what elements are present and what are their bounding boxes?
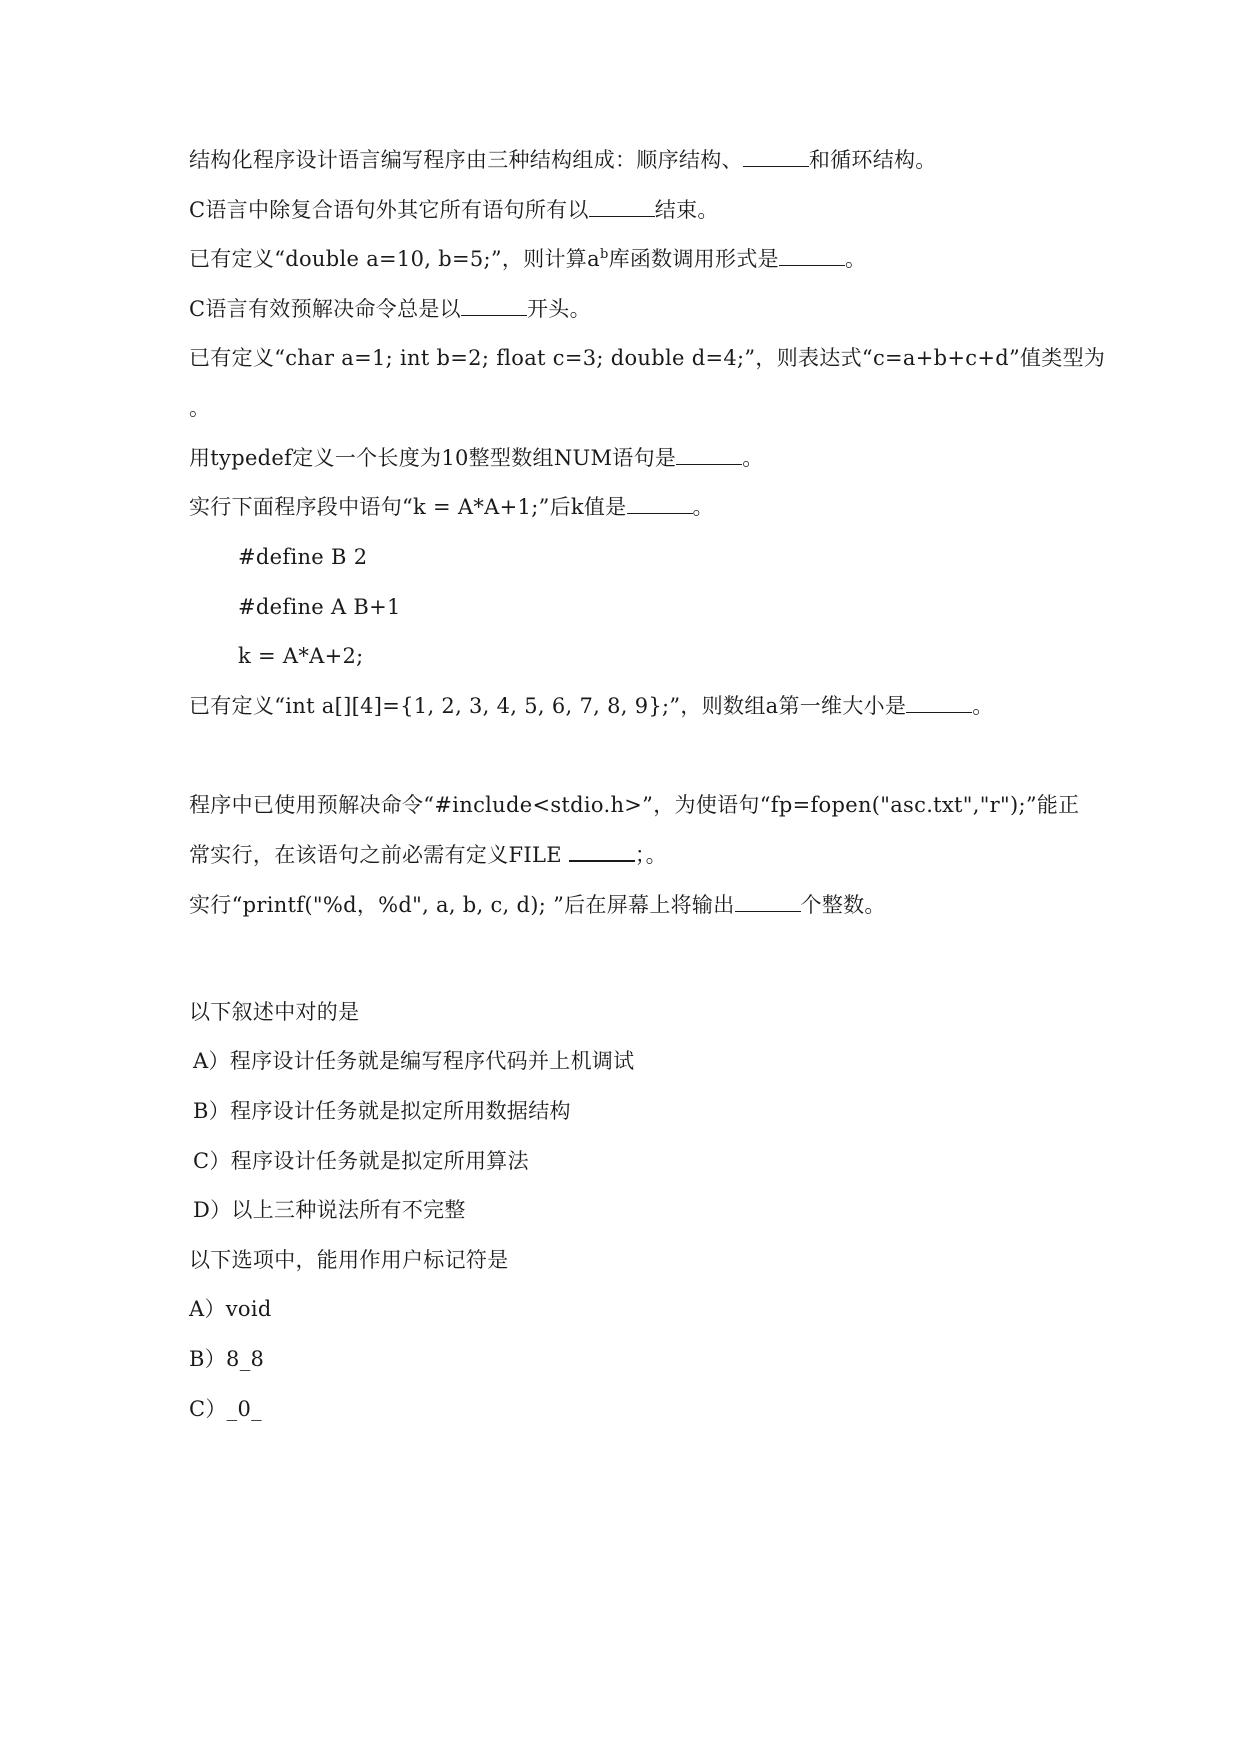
question-8: 已有定义“int a[][4]={1, 2, 3, 4, 5, 6, 7, 8, 9};”，则数组a第一维大小是 。 — [189, 694, 994, 718]
answer-blank — [589, 198, 655, 217]
question-5-line1: 已有定义“char a=1; int b=2; float c=3; double d=4;”，则表达式“c=a+b+c+d”值类型为 — [189, 346, 1106, 370]
question-7: 实行下面程序段中语句“k = A*A+1;”后k值是 。 — [189, 495, 714, 519]
mc1-stem: 以下叙述中对的是 — [189, 1000, 360, 1024]
question-9-line2: 常实行，在该语句之前必需有定义FILE ；。 — [189, 843, 667, 867]
answer-blank — [676, 446, 742, 465]
question-3: 已有定义“double a=10, b=5;”，则计算$a^b$库函数调用形式是 。 — [189, 247, 867, 271]
answer-blank — [779, 247, 845, 266]
mc1-option-a: A）程序设计任务就是编写程序代码并上机调试 — [193, 1049, 635, 1073]
question-10: 实行“printf("%d，%d", a, b, c, d); ”后在屏幕上将输出 个整数。 — [189, 893, 886, 917]
answer-blank — [735, 893, 801, 912]
question-5-line2: 。 — [189, 396, 211, 420]
answer-blank — [569, 842, 635, 862]
code-line-3: k = A*A+2; — [238, 644, 364, 668]
mc2-option-c: C）_0_ — [189, 1397, 262, 1421]
mc1-option-d: D）以上三种说法所有不完整 — [193, 1198, 466, 1222]
answer-blank — [743, 148, 809, 167]
mc2-option-a: A）void — [189, 1297, 272, 1321]
mc1-option-b: B）程序设计任务就是拟定所用数据结构 — [193, 1099, 571, 1123]
mc2-option-b: B）8_8 — [189, 1347, 265, 1371]
question-4: C语言有效预解决命令总是以 开头。 — [189, 297, 591, 321]
code-line-1: #define B 2 — [238, 545, 368, 569]
mc1-option-c: C）程序设计任务就是拟定所用算法 — [193, 1149, 529, 1173]
question-9-line1: 程序中已使用预解决命令“#include<stdio.h>”，为使语句“fp=fopen("asc.txt","r");”能正 — [189, 793, 1080, 817]
code-line-2: #define A B+1 — [238, 595, 401, 619]
mc2-stem: 以下选项中，能用作用户标记符是 — [189, 1248, 509, 1272]
question-1: 结构化程序设计语言编写程序由三种结构组成：顺序结构、 和循环结构。 — [189, 148, 937, 172]
question-2: C语言中除复合语句外其它所有语句所有以 结束。 — [189, 198, 719, 222]
answer-blank — [906, 694, 972, 713]
answer-blank — [461, 297, 527, 316]
answer-blank — [627, 495, 693, 514]
question-6: 用typedef定义一个长度为10整型数组NUM语句是 。 — [189, 446, 764, 470]
